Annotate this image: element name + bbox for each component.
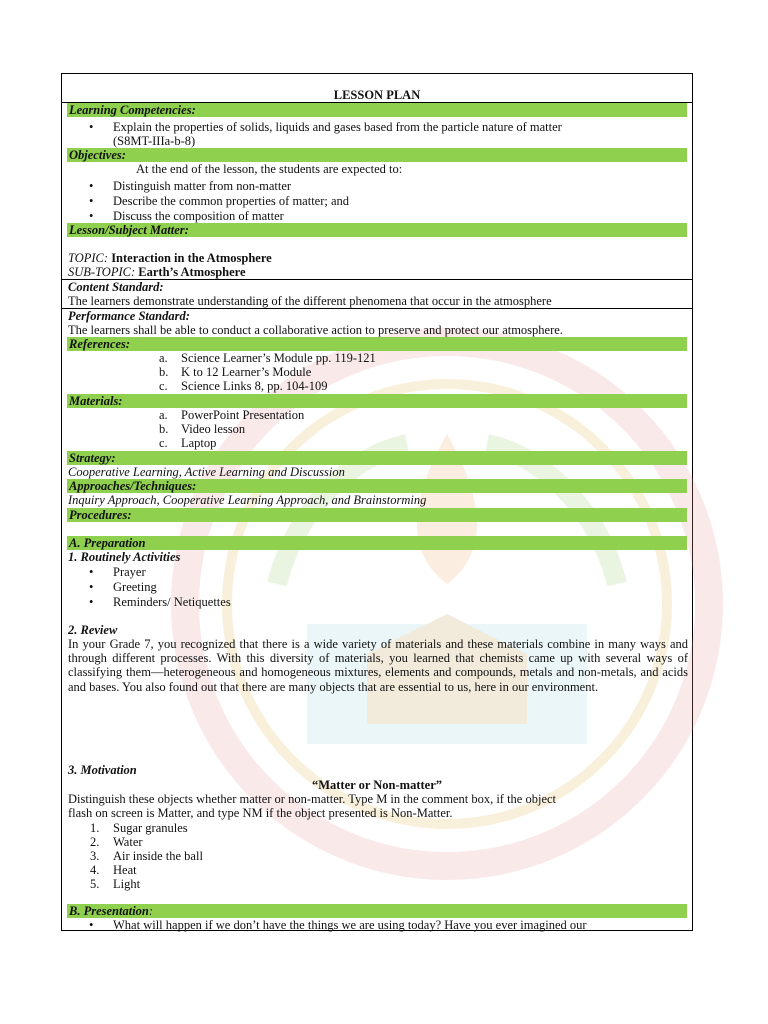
material-marker: a. — [159, 408, 168, 422]
reference-marker: b. — [159, 365, 169, 379]
motivation-marker: 1. — [90, 821, 100, 835]
routine-item: • Greeting — [113, 580, 157, 594]
content-standard-label: Content Standard: — [68, 280, 164, 294]
subject-matter-header: Lesson/Subject Matter: — [67, 223, 687, 237]
routinely-activities-label: 1. Routinely Activities — [68, 550, 181, 564]
motivation-item: Air inside the ball — [113, 849, 203, 863]
subtopic-label: SUB-TOPIC: — [68, 265, 136, 279]
material-marker: b. — [159, 422, 169, 436]
motivation-marker: 3. — [90, 849, 100, 863]
performance-standard-label: Performance Standard: — [68, 309, 190, 323]
objective-item: • Distinguish matter from non-matter — [113, 179, 291, 193]
objective-item: • Discuss the composition of matter — [113, 209, 284, 223]
competency-item: • Explain the properties of solids, liquids and gases based from the particle nature of matter — [113, 120, 562, 134]
reference-item: Science Learner’s Module pp. 119-121 — [181, 351, 376, 365]
presentation-label: B. Presentation — [69, 904, 149, 918]
performance-standard-text: The learners shall be able to conduct a collaborative action to preserve and protect our atmosphere. — [68, 323, 563, 337]
topic-value: Interaction in the Atmosphere — [111, 251, 272, 265]
objectives-header: Objectives: — [67, 148, 687, 162]
motivation-label: 3. Motivation — [68, 763, 137, 777]
preparation-header: A. Preparation — [67, 536, 687, 550]
motivation-title: “Matter or Non-matter” — [311, 778, 443, 792]
objectives-intro: At the end of the lesson, the students are expected to: — [136, 162, 403, 176]
presentation-header — [67, 904, 687, 918]
approaches-text: Inquiry Approach, Cooperative Learning Approach, and Brainstorming — [68, 493, 427, 507]
motivation-marker: 4. — [90, 863, 100, 877]
objective-item: • Describe the common properties of matter; and — [113, 194, 349, 208]
motivation-instructions-line2: flash on screen is Matter, and type NM if the object presented is Non-Matter. — [68, 806, 453, 820]
reference-item: Science Links 8, pp. 104-109 — [181, 379, 328, 393]
subtopic-line — [68, 265, 246, 279]
page-title: LESSON PLAN — [333, 88, 421, 102]
review-paragraph: In your Grade 7, you recognized that there is a wide variety of materials and these materials combine in many ways and through different processes. With this diversity of materials, you learned that chemists came up with several ways of classifying them—heterogeneous and homogeneous mixtures, elements and compounds, metals and non-metals, and acids and bases. You also found out that there are many objects that are essential to us, here in our environment. — [68, 637, 688, 694]
reference-marker: a. — [159, 351, 168, 365]
motivation-marker: 5. — [90, 877, 100, 891]
material-item: PowerPoint Presentation — [181, 408, 305, 422]
presentation-colon: : — [148, 904, 154, 918]
topic-line — [68, 251, 272, 265]
motivation-instructions-line1: Distinguish these objects whether matter or non-matter. Type M in the comment box, if the object — [68, 792, 557, 806]
material-marker: c. — [159, 436, 168, 450]
presentation-item: • What will happen if we don’t have the things we are using today? Have you ever imagined our — [113, 918, 587, 932]
strategy-text: Cooperative Learning, Active Learning and Discussion — [68, 465, 345, 479]
procedures-header: Procedures: — [67, 508, 687, 522]
reference-marker: c. — [159, 379, 168, 393]
review-label: 2. Review — [68, 623, 118, 637]
references-header: References: — [67, 337, 687, 351]
motivation-item: Light — [113, 877, 141, 891]
lesson-plan-page — [61, 73, 693, 931]
subtopic-value: Earth’s Atmosphere — [138, 265, 246, 279]
competency-code: (S8MT-IIIa-b-8) — [113, 134, 196, 148]
materials-header: Materials: — [67, 394, 687, 408]
reference-item: K to 12 Learner’s Module — [181, 365, 312, 379]
motivation-item: Water — [113, 835, 143, 849]
motivation-item: Heat — [113, 863, 137, 877]
learning-competencies-header: Learning Competencies: — [67, 103, 687, 117]
motivation-marker: 2. — [90, 835, 100, 849]
routine-item: • Reminders/ Netiquettes — [113, 595, 231, 609]
approaches-header: Approaches/Techniques: — [67, 479, 687, 493]
routine-item: • Prayer — [113, 565, 146, 579]
strategy-header: Strategy: — [67, 451, 687, 465]
material-item: Video lesson — [181, 422, 246, 436]
motivation-item: Sugar granules — [113, 821, 188, 835]
content-standard-text: The learners demonstrate understanding of the different phenomena that occur in the atmosphere — [68, 294, 552, 308]
topic-label: TOPIC: — [68, 251, 109, 265]
material-item: Laptop — [181, 436, 217, 450]
